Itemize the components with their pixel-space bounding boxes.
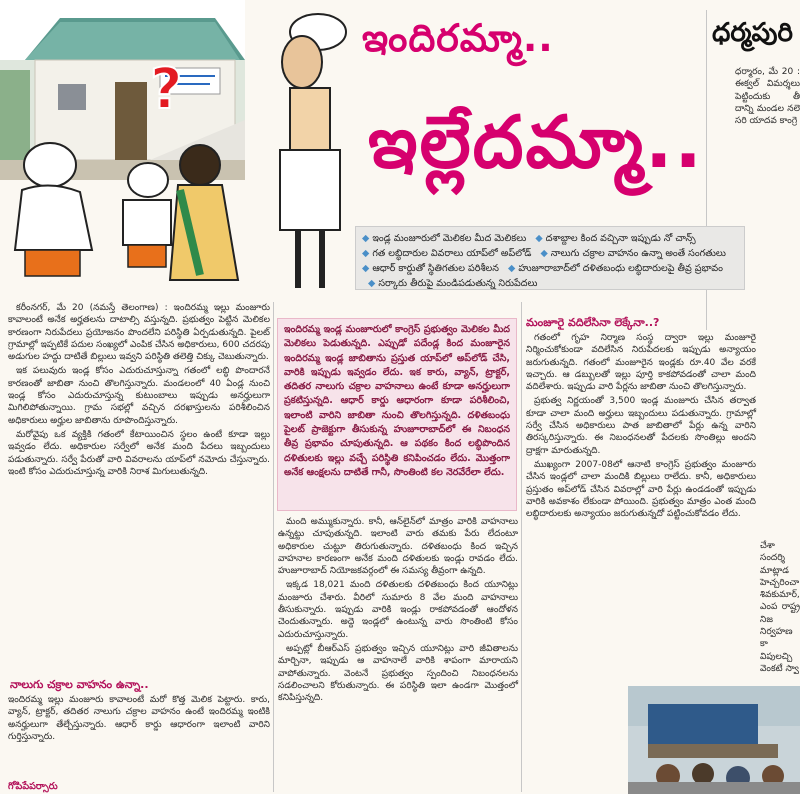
subheading-sanctioned: మంజూరై వదిలేసినా లెక్కేనా..? (526, 316, 660, 329)
paragraph: మంది అమ్ముకున్నారు. కానీ, ఆన్‌లైన్‌లో మాత్రం వారికి వాహనాలు ఉన్నట్టు చూపుతున్నది. ఇలాంటి వారు తమకు పేరు లేదంటూ అధికారుల చుట్టూ తిరుగుతున్నారు. దళితబంధు కింద ఇచ్చిన వాహనాల కారణంగా అనేక మంది దళితులకు ఇండ్లు రావడం లేదు. హుజూరాబాద్ నియోజకవర్గంలో ఈ సమస్య తీవ్రంగా ఉన్నది. (278, 517, 518, 577)
bullet-diamond-icon: ◆ (362, 233, 370, 244)
bullet-item: గత లబ్ధిదారుల వివరాలు యాప్‌లో అప్‌లోడ్ (372, 248, 532, 259)
bullet-diamond-icon: ◆ (362, 248, 370, 259)
cartoon-illustration (0, 0, 355, 300)
byline: గోపిపేపర్సారు (8, 781, 58, 792)
paragraph: ముఖ్యంగా 2007-08లో ఆనాటి కాంగ్రెస్ ప్రభుత్వం మంజూరు చేసిన ఇండ్లలో చాలా మందికి బిల్లులు రాలేదు. కానీ, అధికారులు ప్రస్తుతం అప్‌లోడ్ చేసిన వివరాల్లో వారి పేర్లు ఉండడంతో ఇప్పుడు వారికి అవకాశం లేకుండా పోయింది. ప్రభుత్వం మాత్రం ఎంత మంది లబ్ధిదారులకు అన్యాయం జరుగుతున్నదో పట్టించుకోవడం లేదు. (526, 459, 756, 520)
bullet-diamond-icon: ◆ (508, 263, 516, 274)
side-column-title: ధర్మపురి (712, 18, 793, 48)
paragraph: ఇక పలువురు ఇండ్ల కోసం ఎదురుచూస్తున్నా గతంలో లబ్ధి పొందారనే కారణంతో జాబితా నుంచి తొలగిస్తున్నారు. మండలంలో 40 ఏండ్ల నుంచి ఇండ్ల కోసం ఎదురుచూస్తున్న కుటుంబాలు ఇప్పుడు అనర్హులుగా మిగిలిపోతున్నాయి. గ్రామ సభల్లో వచ్చిన దరఖాస్తులను పరిశీలించిన అధికారులు అర్హుల జాబితాను రూపొందిస్తున్నారు. (8, 366, 270, 426)
side-column-text-top: ధర్మారం, మే 20 : ఈక్వల్ విమర్శలు పెట్టిందుకు తీ దాన్ని మండల నలె సరి యాదవ కాంగ్రె (735, 67, 800, 127)
paragraph: మరోవైపు ఒక వ్యక్తికి గతంలో కేటాయించిన స్థలం ఉంటే కూడా ఇల్లు ఇవ్వడం లేదు. అధికారుల సర్వేలో అనేక మంది పేదలు ఇబ్బందులు పడుతున్నారు. సర్వే పేరుతో వారి వివరాలను యాప్‌లో నమోదు చేస్తున్నారు. ఇంటి కోసం ఎదురుచూస్తున్న వారికి నిరాశ మిగులుతున్నది. (8, 429, 270, 477)
side-column-text-bottom: చేశా సందర్శి మాట్లాడ హెచ్చరించా శివకుమార్, ఎంప రాష్ట్ర నిజ నిర్వహణ కా విపులచ్చి వెంకటే స్వా (760, 541, 800, 674)
bullet-item: సర్కారు తీరుపై మండిపడుతున్న నిరుపేదలు (378, 278, 538, 289)
paragraph: ఇక్కడ 18,021 మంది దళితులకు దళితబంధు కింద యూనిట్లు మంజూరు చేశారు. వీరిలో సుమారు 8 వేల మంది వాహనాలు తీసుకున్నారు. ఇప్పుడు వారికి ఇండ్లు రాకపోవడంతో ఆందోళన చెందుతున్నారు. అద్దె ఇండ్లలో ఉంటున్న వారు సొంతింటి కోసం ఎదురుచూస్తున్నారు. (278, 580, 518, 640)
question-mark-icon (150, 57, 182, 122)
bullet-item: ఆధార్ కార్డుతో స్థితిగతుల పరిశీలన (372, 263, 499, 274)
bullet-diamond-icon: ◆ (368, 278, 376, 289)
bullet-item: హుజూరాబాద్‌లో దళితబంధు లబ్ధిదారులపై తీవ్ర ప్రభావం (518, 263, 723, 274)
article-column-2 (278, 516, 518, 792)
paragraph: అప్పట్లో బీఆర్‌ఎస్ ప్రభుత్వం ఇచ్చిన యూనిట్లు వారి జీవితాలను మార్చినా, ఇప్పుడు ఆ వాహనాలే వారికి శాపంగా మారాయని వాపోతున్నారు. వెంటనే ప్రభుత్వం స్పందించి నిబంధనలను సడలించాలని కోరుతున్నారు. ఈ పరిస్థితి ఇలా ఉండగా మొత్తంలో కనిపిస్తున్నది. (278, 643, 518, 704)
article-column-1 (8, 302, 270, 674)
subheading-four-wheeler: నాలుగు చక్రాల వాహనం ఉన్నా.. (10, 678, 149, 691)
paragraph: ప్రభుత్వ నిర్ణయంతో 3,500 ఇండ్ల మంజూరు చేసిన తర్వాత కూడా చాలా మంది అర్హులు ఇబ్బందులు పడుతున్నారు. గ్రామాల్లో సర్వే చేసిన అధికారులు పాత జాబితాలో పేర్లు ఉన్న వారిని తిరస్కరిస్తున్నారు. ఈ నిబంధనలతో పేదలకు సొంతిల్లు అందని ద్రాక్షగా మారుతున్నది. (526, 396, 756, 456)
bullet-item: ఇండ్ల మంజూరులో మెలికల మీద మెలికలు (372, 233, 527, 244)
paragraph: గతంలో గృహ నిర్మాణ సంస్థ ద్వారా ఇల్లు మంజూరై నిర్మించుకోకుండా వదిలేసిన నిరుపేదలకు ఇప్పుడు అన్యాయం జరుగుతున్నది. గతంలో మంజూరైన ఇండ్లకు రూ.40 వేల వరకే ఇచ్చారు. ఆ డబ్బులతో ఇల్లు పూర్తి కాకపోవడంతో చాలా మంది వదిలేశారు. ఇప్పుడు వారి పేర్లను జాబితా నుంచి తొలగిస్తున్నారు. (526, 333, 756, 393)
column-divider (273, 302, 274, 792)
bullet-diamond-icon: ◆ (535, 233, 543, 244)
paragraph: కరీంనగర్, మే 20 (నమస్తే తెలంగాణ) : ఇందిరమ్మ ఇల్లు మంజూరు కావాలంటే అనేక అర్హతలను దాటాల్సి వస్తున్నది. ప్రభుత్వం పెట్టిన మెలికల కారణంగా నిరుపేదలు ప్రయోజనం పొందలేని పరిస్థితి ఏర్పడుతున్నది. పైలట్ గ్రామాల్లో ఇప్పటికే పదుల సంఖ్యలో ఎంపిక చేసిన అధికారులు, 600 చదరపు అడుగుల హద్దు దాటితే బిల్లులు ఇవ్వని పరిస్థితి తలెత్తి చిక్కు చెబుతున్నారు. (8, 303, 270, 363)
summary-box: ఇందిరమ్మ ఇండ్ల మంజూరులో కాంగ్రెస్ ప్రభుత్వం మెలికల మీద మెలికలు పెడుతున్నది. ఎప్పుడో పదేండ్ల కింద మంజూరైన ఇందిరమ్మ ఇండ్ల జాబితాను ప్రస్తుత యాప్‌లో అప్‌లోడ్ చేసి, వారికి ఇప్పుడు ఇవ్వడం లేదు. ఇక కారు, వ్యాన్, ట్రాక్టర్, తదితర నాలుగు చక్రాల వాహనాలు ఉంటే కూడా అనర్హులుగా ప్రకటిస్తున్నది. ఆధార్ కార్డు ఆధారంగా కూడా పరిశీలించి, ఇలాంటి వారిని జాబితా నుంచి తొలగిస్తున్నది. దళితబంధు పైలట్ ప్రాజెక్టుగా తీసుకున్న హుజూరాబాద్‌లో ఈ నిబంధన తీవ్ర ప్రభావం చూపుతున్నది. ఆ పథకం కింద లబ్ధిపొందిన దళితులకు ఇల్లు వచ్చే పరిస్థితి కనిపించడం లేదు. మొత్తంగా అనేక ఆంక్షలను దాటితే గానీ, సొంతింటి కల నెరవేరేలా లేదు. (277, 318, 517, 511)
bullet-item: దశాబ్దాల కింద వచ్చినా ఇప్పుడు నో చాన్స్ (545, 233, 696, 244)
bullet-diamond-icon: ◆ (362, 263, 370, 274)
headline-line2: ఇల్లేదమ్మా.. (368, 100, 704, 184)
article-column-1-continued: ఇందిరమ్మ ఇల్లు మంజూరు కావాలంటే మరో కొత్త మెలిక పెట్టారు. కారు, వ్యాన్, ట్రాక్టర్, తదితర నాలుగు చక్రాల వాహనం ఉంటే ఇందిరమ్మ ఇంటికి అనర్హులుగా తేల్చేస్తున్నారు. ఆధార్ కార్డు ఆధారంగా ఇలాంటి వారిని గుర్తిస్తున్నారు. (8, 695, 270, 742)
headline-line1: ఇందిరమ్మా.. (362, 16, 554, 60)
highlights-box (355, 226, 745, 290)
column-divider (521, 302, 522, 792)
old-man-illustration (280, 14, 346, 288)
bullet-item: నాలుగు చక్రాల వాహనం ఉన్నా అంతే సంగతులు (550, 248, 726, 259)
article-column-3 (526, 332, 756, 732)
bullet-diamond-icon: ◆ (540, 248, 548, 259)
news-photo (628, 686, 800, 794)
svg-text:?: ? (150, 57, 183, 122)
